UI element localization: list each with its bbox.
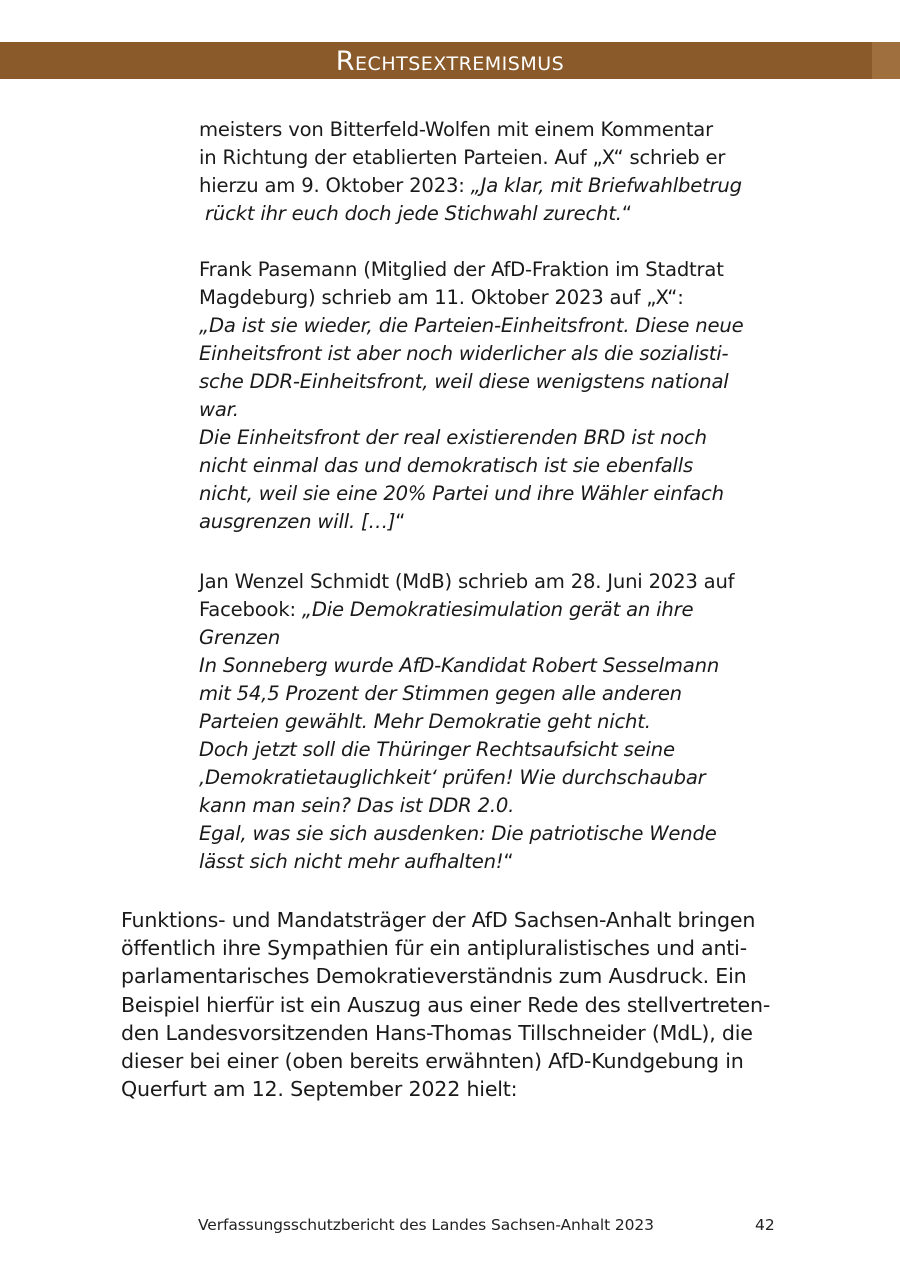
- quote-italic: Egal, was sie sich ausdenken: Die patriotische Wende: [199, 822, 717, 845]
- quote-italic: nicht, weil sie eine 20% Partei und ihre Wähler einfach: [199, 482, 724, 505]
- quote-italic: „Die Demokratiesimulation gerät an ihre: [301, 598, 694, 621]
- quote-block-schmidt: [199, 568, 799, 876]
- quote-block-pasemann: [199, 256, 799, 536]
- text-line: öffentlich ihre Sympathien für ein antipluralistisches und anti-: [121, 936, 747, 961]
- text-line: Funktions- und Mandatsträger der AfD Sachsen-Anhalt bringen: [121, 908, 756, 932]
- text-line: Querfurt am 12. September 2022 hielt:: [121, 1077, 518, 1102]
- quote-italic: Parteien gewählt. Mehr Demokratie geht nicht.: [199, 710, 651, 733]
- page-number: 42: [755, 1216, 775, 1234]
- text-line: [199, 596, 799, 624]
- text-line: den Landesvorsitzenden Hans-Thomas Tillschneider (MdL), die: [121, 1020, 753, 1045]
- quote-close: “: [503, 850, 514, 873]
- quote-italic: ‚Demokratietauglichkeit‘ prüfen! Wie durchschaubar: [199, 766, 706, 789]
- quote-italic: Einheitsfront ist aber noch widerlicher als die sozialisti-: [199, 342, 729, 365]
- quote-italic: nicht einmal das und demokratisch ist sie ebenfalls: [199, 454, 694, 477]
- quote-italic: ausgrenzen will. […]: [199, 510, 396, 533]
- text-line: [199, 368, 799, 396]
- quote-italic: „Da ist sie wieder, die Parteien-Einheitsfront. Diese neue: [199, 314, 744, 337]
- text-line: [199, 848, 799, 876]
- text-line: [199, 508, 799, 536]
- quote-italic: lässt sich nicht mehr aufhalten!: [199, 850, 504, 873]
- footer-report-title: Verfassungsschutzbericht des Landes Sachsen-Anhalt 2023: [198, 1216, 654, 1234]
- text-line: Magdeburg) schrieb am 11. Oktober 2023 auf „X“:: [199, 286, 684, 309]
- text-line: [199, 708, 799, 736]
- text-line: dieser bei einer (oben bereits erwähnten) AfD-Kundgebung in: [121, 1049, 744, 1074]
- quote-italic: Die Einheitsfront der real existierenden BRD ist noch: [199, 426, 707, 449]
- quote-italic: Doch jetzt soll die Thüringer Rechtsaufsicht seine: [199, 738, 675, 761]
- text-line: [199, 312, 799, 340]
- text-line: [199, 820, 799, 848]
- quote-italic: „Ja klar, mit Briefwahlbetrug: [470, 174, 742, 197]
- text-line: [199, 736, 799, 764]
- quote-close: “: [395, 510, 406, 533]
- text-line: meisters von Bitterfeld-Wolfen mit einem Kommentar: [199, 118, 713, 141]
- text-line: [199, 200, 799, 228]
- text-line: [199, 480, 799, 508]
- text-line: [199, 624, 799, 652]
- page-section-title: Rechtsextremismus: [335, 46, 565, 77]
- quote-italic: mit 54,5 Prozent der Stimmen gegen alle anderen: [199, 682, 682, 705]
- quote-italic: sche DDR-Einheitsfront, weil diese wenigstens national: [199, 370, 729, 393]
- quote-italic: In Sonneberg wurde AfD-Kandidat Robert Sesselmann: [199, 654, 720, 677]
- text-segment: hierzu am 9. Oktober 2023:: [199, 174, 471, 197]
- text-line: [199, 652, 799, 680]
- text-line: [199, 792, 799, 820]
- quote-italic: Grenzen: [199, 626, 281, 649]
- text-segment: Facebook:: [199, 598, 302, 621]
- quote-close: “: [621, 202, 632, 225]
- text-line: parlamentarisches Demokratieverständnis zum Ausdruck. Ein: [121, 964, 747, 989]
- text-line: Beispiel hierfür ist ein Auszug aus einer Rede des stellvertreten-: [121, 992, 771, 1017]
- quote-block-bitterfeld: [199, 116, 799, 228]
- text-line: Jan Wenzel Schmidt (MdB) schrieb am 28. Juni 2023 auf: [199, 570, 735, 593]
- text-line: [199, 452, 799, 480]
- text-line: Frank Pasemann (Mitglied der AfD-Fraktion im Stadtrat: [199, 258, 724, 281]
- text-line: [199, 172, 799, 200]
- quote-italic: kann man sein? Das ist DDR 2.0.: [199, 794, 515, 817]
- text-line: in Richtung der etablierten Parteien. Auf „X“ schrieb er: [199, 146, 726, 169]
- text-line: [199, 764, 799, 792]
- text-line: [199, 424, 799, 452]
- body-paragraph: [121, 906, 801, 1103]
- text-line: [199, 680, 799, 708]
- text-line: [199, 340, 799, 368]
- text-line: [199, 396, 799, 424]
- quote-italic: rückt ihr euch doch jede Stichwahl zurecht.: [199, 202, 622, 225]
- quote-italic: war.: [199, 398, 239, 421]
